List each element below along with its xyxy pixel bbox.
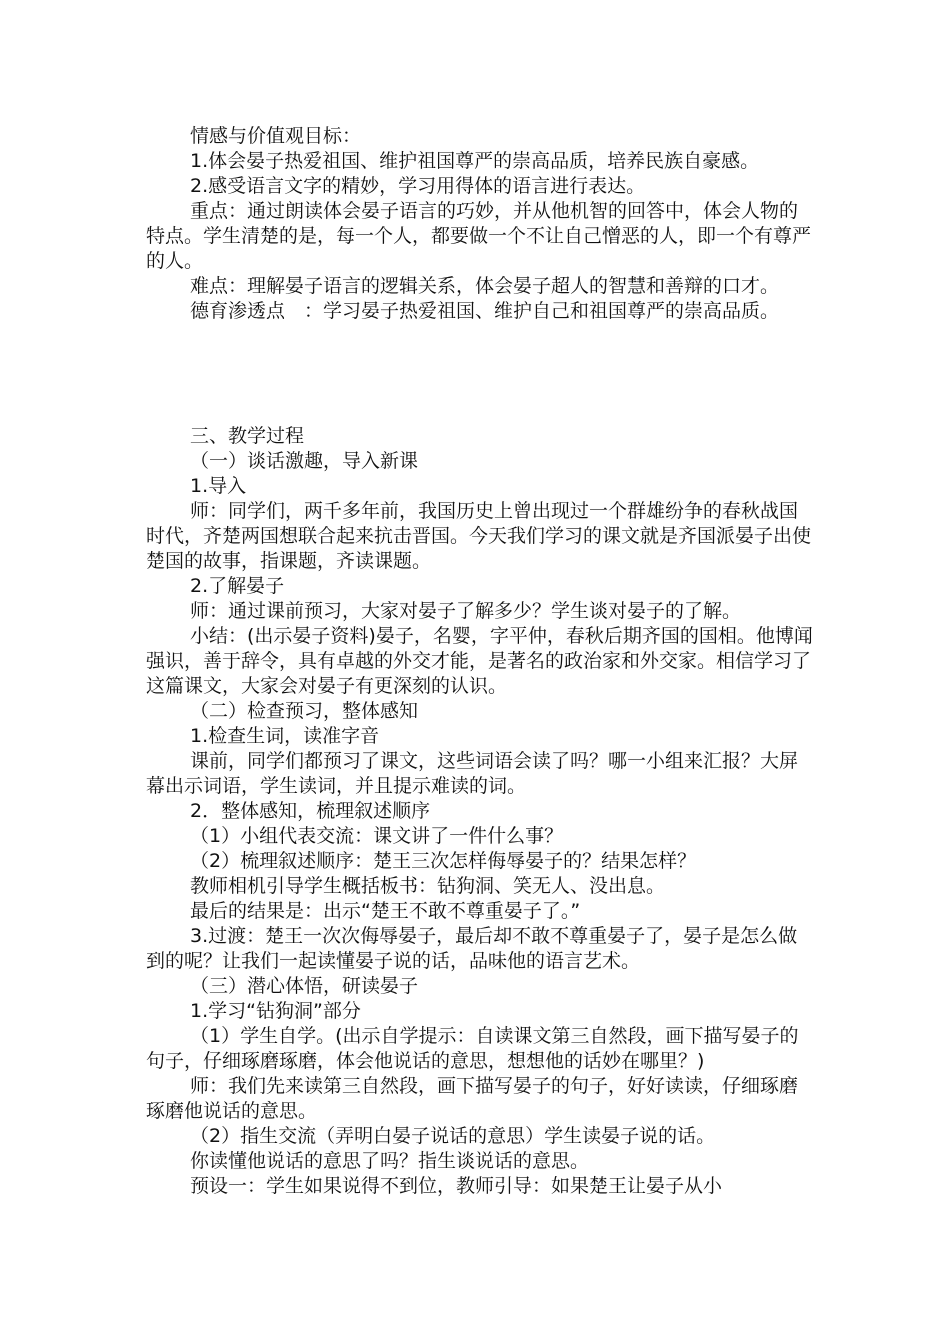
goal-1: 1.体会晏子热爱祖国、维护祖国尊严的崇高品质，培养民族自豪感。 — [190, 150, 760, 172]
section-3-item-1-b: （2）指生交流（弄明白晏子说话的意思）学生读晏子说的话。 — [190, 1125, 716, 1147]
section-1-item-2-text: 师：通过课前预习，大家对晏子了解多少？学生谈对晏子的了解。 — [190, 600, 742, 622]
difficult-point: 难点：理解晏子语言的逻辑关系，体会晏子超人的智慧和善辩的口才。 — [190, 275, 780, 297]
section-1-item-1: 1.导入 — [190, 475, 247, 497]
section-1-item-2: 2.了解晏子 — [190, 575, 285, 597]
section-2-item-2-c: 教师相机引导学生概括板书：钻狗洞、笑无人、没出息。 — [190, 875, 666, 897]
process-section — [146, 424, 814, 1199]
section-3-item-1-c: 你读懂他说话的意思了吗？指生谈说话的意思。 — [190, 1150, 590, 1172]
moral-point: 德育渗透点 ：学习晏子热爱祖国、维护自己和祖国尊严的崇高品质。 — [190, 300, 780, 322]
section-1-item-1-text: 师：同学们，两千多年前，我国历史上曾出现过一个群雄纷争的春秋战国时代，齐楚两国想联合起来抗击晋国。今天我们学习的课文就是齐国派晏子出使楚国的故事，指课题，齐读课题。 — [146, 500, 812, 572]
section-2-item-1: 1.检查生词，读准字音 — [190, 725, 380, 747]
section-3-item-1-a: （1）学生自学。(出示自学提示：自读课文第三自然段，画下描写晏子的句子，仔细琢磨琢磨，体会他说话的意思，想想他的话妙在哪里？) — [146, 1025, 799, 1072]
section-1-heading: （一）谈话激趣，导入新课 — [190, 450, 419, 472]
section-2-heading: （二）检查预习，整体感知 — [190, 700, 419, 722]
goals-heading: 情感与价值观目标： — [190, 125, 362, 147]
section-2-item-3: 3.过渡：楚王一次次侮辱晏子，最后却不敢不尊重晏子了，晏子是怎么做到的呢？让我们一起读懂晏子说的话，品味他的语言艺术。 — [146, 925, 798, 972]
process-heading: 三、教学过程 — [190, 425, 305, 447]
section-1-summary: 小结：(出示晏子资料)晏子，名婴，字平仲，春秋后期齐国的国相。他博闻强识，善于辞令，具有卓越的外交才能，是著名的政治家和外交家。相信学习了这篇课文，大家会对晏子有更深刻的认识。 — [146, 625, 813, 697]
goals-section — [146, 124, 814, 324]
key-point: 重点：通过朗读体会晏子语言的巧妙，并从他机智的回答中，体会人物的特点。学生清楚的是，每一个人，都要做一个不让自己憎恶的人，即一个有尊严的人。 — [146, 200, 812, 272]
section-3-item-1: 1.学习“钻狗洞”部分 — [190, 1000, 361, 1022]
section-3-item-1-d: 预设一：学生如果说得不到位，教师引导：如果楚王让晏子从小 — [190, 1175, 723, 1197]
section-2-item-2-a: （1）小组代表交流：课文讲了一件什么事？ — [190, 825, 564, 847]
goal-2: 2.感受语言文字的精妙，学习用得体的语言进行表达。 — [190, 175, 646, 197]
section-2-item-1-text: 课前，同学们都预习了课文，这些词语会读了吗？哪一小组来汇报？大屏幕出示词语，学生读词，并且提示难读的词。 — [146, 750, 799, 797]
section-2-item-2-b: （2）梳理叙述顺序：楚王三次怎样侮辱晏子的？结果怎样？ — [190, 850, 697, 872]
section-3-teacher: 师：我们先来读第三自然段，画下描写晏子的句子，好好读读，仔细琢磨琢磨他说话的意思。 — [146, 1075, 799, 1122]
section-3-heading: （三）潜心体悟，研读晏子 — [190, 975, 419, 997]
section-2-item-2: 2．整体感知，梳理叙述顺序 — [190, 800, 431, 822]
section-2-item-2-d: 最后的结果是：出示“楚王不敢不尊重晏子了。” — [190, 900, 581, 922]
